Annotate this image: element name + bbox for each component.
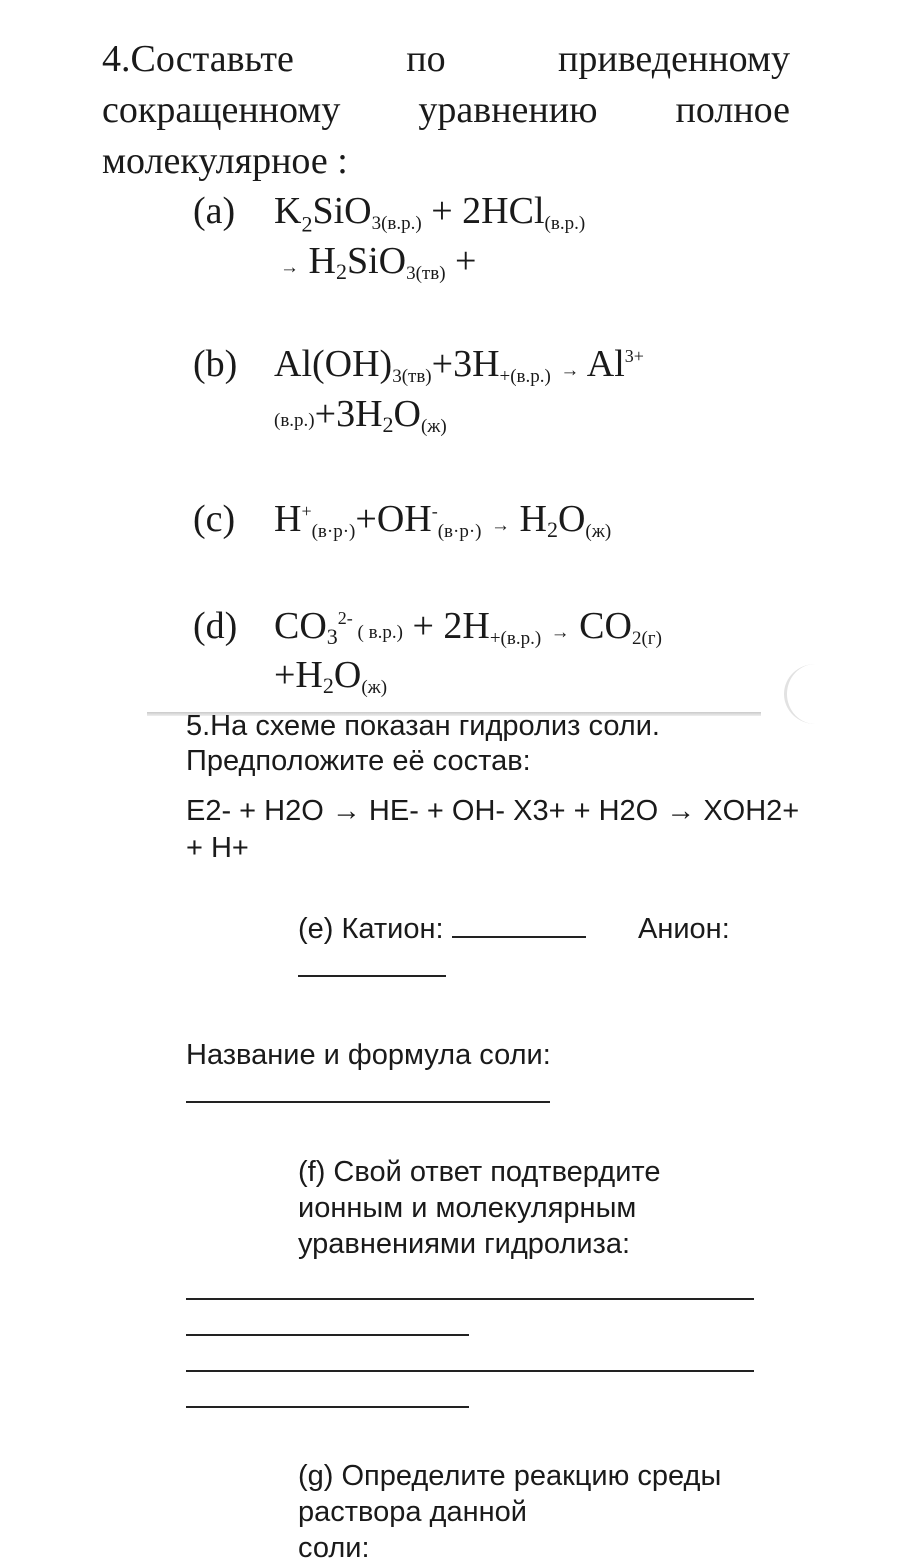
answer-line[interactable]: [186, 1298, 754, 1300]
cation-answer-field[interactable]: [452, 936, 586, 938]
title-word: по: [406, 38, 446, 80]
equation-c-line: H+(в·р·)+OH-(в·р·) → H2O(ж): [274, 498, 612, 542]
equation-a-label: (a): [193, 190, 236, 232]
question-f-line2: ионным и молекулярным: [298, 1192, 637, 1224]
answer-line[interactable]: [186, 1406, 469, 1408]
equation-d-label: (d): [193, 605, 238, 647]
question-e: [298, 915, 586, 944]
anion-answer-field[interactable]: [298, 975, 446, 977]
task4-title-line1: [102, 40, 790, 78]
question-g-line3: соли:: [298, 1532, 370, 1564]
title-word: уравнению: [418, 89, 598, 131]
task5-line1: 5.На схеме показан гидролиз соли.: [186, 710, 660, 742]
answer-line[interactable]: [186, 1334, 469, 1336]
task4-title-line2: [102, 91, 790, 129]
arrow-icon: →: [550, 622, 570, 643]
title-word: полное: [675, 89, 790, 131]
task4-title-line3: молекулярное :: [102, 140, 348, 182]
hydrolysis-scheme-line2: + H+: [186, 832, 249, 864]
scroll-edge-arc: [784, 664, 847, 724]
hydrolysis-scheme-line1: E2- + H2O → HE- + OH- X3+ + H2O → XOH2+: [186, 795, 800, 827]
question-f-line1: (f) Свой ответ подтвердите: [298, 1156, 661, 1188]
arrow-icon: →: [491, 515, 510, 536]
equation-a-line2: → H2SiO3(тв) +: [280, 240, 477, 284]
equation-a-line1: $K_2SiO3(в.р.) + 2HCl(в.р.)$: [274, 190, 586, 237]
salt-name-label: Название и формула соли:: [186, 1039, 551, 1071]
title-word: приведенному: [558, 38, 790, 80]
arrow-icon: →: [280, 257, 299, 278]
equation-c-label: (c): [193, 498, 236, 540]
arrow-icon: →: [560, 360, 580, 381]
question-g-line1: (g) Определите реакцию среды: [298, 1460, 722, 1492]
question-f-line3: уравнениями гидролиза:: [298, 1228, 631, 1260]
title-word: сокращенному: [102, 89, 341, 131]
title-word: 4.Составьте: [102, 38, 294, 80]
answer-line[interactable]: [186, 1370, 754, 1372]
equation-b-label: (b): [193, 343, 238, 385]
salt-answer-field[interactable]: [186, 1101, 550, 1103]
anion-label: Анион:: [638, 913, 730, 945]
equation-b-line2: (в.р.)+3H2O(ж): [274, 393, 447, 437]
equation-b-line1: $Al(OH)3(тв)+3H+(в.р.) \to Al^{3+}$: [274, 343, 644, 387]
equation-d-line1: $CO3^{2-}$ ( в.р.) + 2H+(в.р.) → CO2(г): [274, 605, 662, 649]
equation-d-line2: +H2O(ж): [274, 654, 388, 698]
question-g-line2: раствора данной: [298, 1496, 527, 1528]
task5-line2: Предположите её состав:: [186, 745, 531, 777]
cation-label: (e) Катион:: [298, 913, 444, 945]
